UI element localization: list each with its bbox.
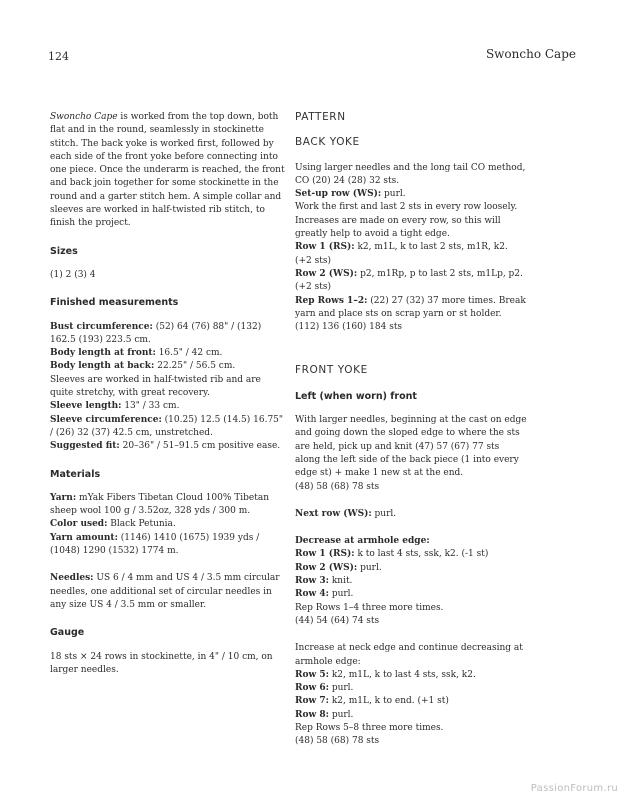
yarn-value: mYak Fibers Tibetan Cloud 100% Tibetan sheep wool 100 g / 3.52oz, 328 yds / 300 m. [50,492,270,517]
inc-row-6-value: purl. [328,683,354,694]
sizes-heading: Sizes [50,245,78,257]
by-row-1-value: k2, m1L, k to last 2 sts, m1R, k2. (+2 sts) [295,242,508,266]
by-row-2-value: p2, m1Rp, p to last 2 sts, m1Lp, p2. (+2 sts) [295,268,523,293]
inc-row-8 [295,709,527,722]
left-front-intro: With larger needles, beginning at the cast on edge and going down the sloped edge to where the sts are held, pick up and knit (47) 57 (67) 77 sts along the left side of the back piece (1 into every edge st) + make 1 new st at the end. [295,415,527,479]
color-value: Black Petunia. [107,519,176,530]
inc-row-7 [295,695,527,708]
finished-measurements [50,321,285,454]
sleeve-length-label: Sleeve length: [50,401,122,412]
inc-row-8-value: purl. [328,709,354,720]
decrease-heading: Decrease at armhole edge: [295,536,430,547]
dec-row-4-label: Row 4: [295,589,329,600]
inc-row-6 [295,682,527,695]
color-label: Color used: [50,519,108,530]
increase-block [295,642,527,748]
finished-heading: Finished measurements [50,297,179,309]
sleeve-circ-line [50,414,285,441]
dec-row-3 [295,575,527,588]
left-front-heading: Left (when worn) front [295,390,417,402]
gauge-heading: Gauge [50,627,85,639]
front-label: Body length at front: [50,348,156,359]
by-row-2-label: Row 2 (WS): [295,268,358,279]
by-row-1-label: Row 1 (RS): [295,242,355,253]
needles-value: US 6 / 4 mm and US 4 / 3.5 mm circular needles, one additional set of circular needles in any size US 4 / 3.5 mm or smaller. [50,573,280,610]
bust-label: Bust circumference: [50,321,153,332]
by-row-2 [295,268,527,295]
by-repeat [295,295,527,322]
page-number: 124 [48,50,69,63]
by-repeat-label: Rep Rows 1–2: [295,295,368,306]
bust-line [50,321,285,348]
watermark: PassionForum.ru [530,783,618,794]
dec-row-4 [295,588,527,601]
bust-value: (52) 64 (76) 88" / (132) 162.5 (193) 223.5 cm. [50,321,262,345]
fit-value: 20–36" / 51–91.5 cm positive ease. [119,441,281,452]
materials-heading: Materials [50,468,101,480]
pattern-heading: PATTERN [295,111,346,123]
sleeve-circ-label: Sleeve circumference: [50,414,162,425]
dec-row-1-value: k to last 4 sts, ssk, k2. (-1 st) [354,549,489,560]
inc-row-5 [295,669,527,682]
dec-total: (44) 54 (64) 74 sts [295,615,380,626]
front-line [50,347,285,360]
inc-total: (48) 58 (68) 78 sts [295,736,380,747]
intro-italic: Swoncho Cape [50,112,118,122]
dec-row-1-label: Row 1 (RS): [295,549,355,560]
dec-repeat: Rep Rows 1–4 three more times. [295,602,444,613]
dec-row-2-value: purl. [357,562,382,573]
dec-row-2 [295,562,527,575]
dec-row-3-label: Row 3: [295,576,329,587]
left-column [50,111,285,677]
sizes-text: (1) 2 (3) 4 [50,269,96,280]
gauge-text: 18 sts × 24 rows in stockinette, in 4" / 10 cm, on larger needles. [50,651,273,675]
back-yoke-note: Work the first and last 2 sts in every row loosely. Increases are made on every row, so this will greatly help to avoid a tight edge. [295,202,518,240]
needles-line [50,572,285,612]
next-row-label: Next row (WS): [295,508,372,519]
next-row [295,508,527,521]
sleeve-circ-value: (10.25) 12.5 (14.5) 16.75" / (26) 32 (37) 42.5 cm, unstretched. [50,414,284,438]
setup-label: Set-up row (WS): [295,189,382,200]
decrease-block [295,535,527,628]
inc-row-7-label: Row 7: [295,696,329,707]
inc-row-7-value: k2, m1L, k to end. (+1 st) [328,696,449,707]
left-front-total: (48) 58 (68) 78 sts [295,481,380,492]
by-row-1 [295,241,527,268]
back-yoke-intro: Using larger needles and the long tail CO method, CO (20) 24 (28) 32 sts. [295,162,526,186]
sleeves-note: Sleeves are worked in half-twisted rib and are quite stretchy, with great recovery. [50,374,261,399]
setup-row [295,188,527,201]
intro-paragraph [50,111,285,231]
inc-row-6-label: Row 6: [295,683,329,694]
sleeve-length-line [50,400,285,413]
yarn-label: Yarn: [50,492,77,503]
back-yoke-block [295,162,527,335]
front-value: 16.5" / 42 cm. [155,348,223,359]
back-yoke-heading: BACK YOKE [295,136,360,149]
yarn-line [50,492,285,519]
next-row-value: purl. [371,508,397,519]
intro-text: is worked from the top down, both flat and in the round, seamlessly in stockinette stitch. The back yoke is worked first, followed by each side of the front yoke before connecting into one piece. Once the underarm is reached, the front and back join together for some stockinette in the round and a garter stitch hem. A simple collar and sleeves are worked in half-twisted rib stitch, to finish the project. [50,112,285,229]
dec-row-1 [295,548,527,561]
back-line [50,360,285,373]
amount-value: (1146) 1410 (1675) 1939 yds / (1048) 1290 (1532) 1774 m. [50,532,260,557]
amount-label: Yarn amount: [50,532,118,543]
increase-intro: Increase at neck edge and continue decreasing at armhole edge: [295,643,523,667]
front-yoke-heading: FRONT YOKE [295,364,368,377]
by-total: (112) 136 (160) 184 sts [295,322,403,333]
amount-line [50,532,285,559]
left-front-intro-block [295,414,527,494]
setup-value: purl. [381,189,406,200]
inc-row-8-label: Row 8: [295,709,329,720]
inc-repeat: Rep Rows 5–8 three more times. [295,722,444,733]
fit-label: Suggested fit: [50,441,120,452]
dec-row-3-value: knit. [328,576,353,587]
back-value: 22.25" / 56.5 cm. [154,361,236,372]
needles-label: Needles: [50,573,94,584]
right-column [295,111,527,749]
sleeve-length-value: 13" / 33 cm. [121,401,180,412]
dec-row-2-label: Row 2 (WS): [295,562,358,573]
page-title: Swoncho Cape [485,47,576,61]
color-line [50,518,285,531]
by-repeat-value: (22) 27 (32) 37 more times. Break yarn and place sts on scrap yarn or st holder. [295,295,526,319]
materials-block [50,492,285,558]
fit-line [50,440,285,453]
back-label: Body length at back: [50,361,155,372]
inc-row-5-label: Row 5: [295,669,329,680]
dec-row-4-value: purl. [328,589,354,600]
inc-row-5-value: k2, m1L, k to last 4 sts, ssk, k2. [328,669,476,680]
